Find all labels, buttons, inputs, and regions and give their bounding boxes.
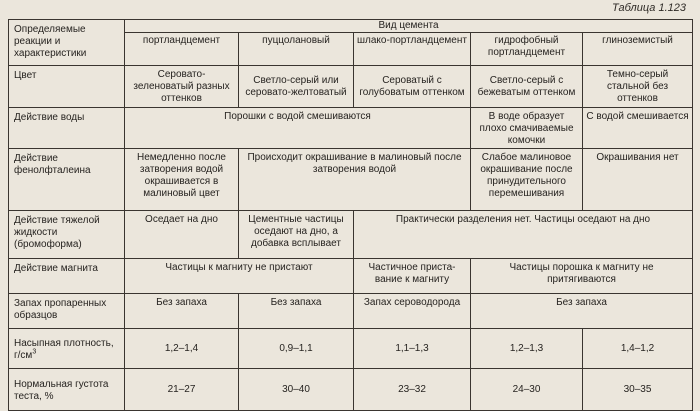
label-density-text: Насыпная плотность, г/см: [14, 337, 114, 361]
cell-density-pozzolanic: 0,9–1,1: [239, 329, 354, 369]
cell-consistency-slag: 23–32: [354, 369, 471, 411]
cell-smell-pozzolanic: Без запаха: [239, 294, 354, 329]
cell-color-pozzolanic: Светло-серый или серовато-желтоватый: [239, 66, 354, 108]
label-density: [9, 329, 125, 369]
label-phenolphthalein: Действие фенолфталеина: [9, 149, 125, 211]
row-color: [9, 66, 693, 108]
row-density: [9, 329, 693, 369]
header-portland: портландцемент: [125, 33, 239, 66]
header-cement-type: Вид цемента: [125, 20, 693, 33]
cell-smell-4-5: Без запаха: [471, 294, 693, 329]
cell-color-slag: Сероватый с голубоватым оттенком: [354, 66, 471, 108]
cell-density-slag: 1,1–1,3: [354, 329, 471, 369]
cell-density-portland: 1,2–1,4: [125, 329, 239, 369]
cell-smell-portland: Без запаха: [125, 294, 239, 329]
row-magnet: [9, 259, 693, 294]
header-pozzolanic: пуццолановый: [239, 33, 354, 66]
cell-heavy-portland: Оседает на дно: [125, 211, 239, 259]
cell-magnet-1-2: Частицы к магниту не пристают: [125, 259, 354, 294]
row-smell: [9, 294, 693, 329]
cell-consistency-hydrophobic: 24–30: [471, 369, 583, 411]
cell-phenol-portland: Немедленно после затворения водой окрашивается в малиновый цвет: [125, 149, 239, 211]
row-water: [9, 108, 693, 149]
cell-color-alumina: Темно-серый стальной без оттенков: [583, 66, 693, 108]
cell-magnet-4-5: Частицы порошка к магниту не притягиваются: [471, 259, 693, 294]
header-row-1: [9, 20, 693, 33]
row-heavy-liquid: [9, 211, 693, 259]
cell-consistency-pozzolanic: 30–40: [239, 369, 354, 411]
header-slag: шлако-портландцемент: [354, 33, 471, 66]
cell-phenol-hydrophobic: Слабое малиновое окрашивание после принудительного перемешивания: [471, 149, 583, 211]
cell-phenol-alumina: Окрашивания нет: [583, 149, 693, 211]
cell-magnet-slag: Частичное приста-вание к магниту: [354, 259, 471, 294]
label-water: Действие воды: [9, 108, 125, 149]
cell-color-hydrophobic: Светло-серый с бежеватым оттенком: [471, 66, 583, 108]
cell-density-alumina: 1,4–1,2: [583, 329, 693, 369]
cell-density-hydrophobic: 1,2–1,3: [471, 329, 583, 369]
cell-water-hydrophobic: В воде образует плохо смачиваемые комочки: [471, 108, 583, 149]
label-heavy-liquid: Действие тяжелой жидкости (бромоформа): [9, 211, 125, 259]
label-smell: Запах пропаренных образцов: [9, 294, 125, 329]
cell-water-1-3: Порошки с водой смешиваются: [125, 108, 471, 149]
cell-consistency-alumina: 30–35: [583, 369, 693, 411]
cell-smell-slag: Запах сероводорода: [354, 294, 471, 329]
cell-heavy-pozzolanic: Цементные частицы оседают на дно, а добавка всплывает: [239, 211, 354, 259]
table-title: Таблица 1.123: [612, 2, 686, 14]
cell-color-portland: Серовато-зеленоватый разных оттенков: [125, 66, 239, 108]
header-property: Определяемые реакции и характеристики: [9, 20, 125, 66]
cement-properties-table: [8, 19, 693, 411]
row-phenolphthalein: [9, 149, 693, 211]
cell-water-alumina: С водой смешивается: [583, 108, 693, 149]
row-consistency: [9, 369, 693, 411]
header-alumina: глиноземистый: [583, 33, 693, 66]
label-consistency: Нормальная густота теста, %: [9, 369, 125, 411]
label-color: Цвет: [9, 66, 125, 108]
label-density-sup: 3: [32, 348, 37, 356]
header-hydrophobic: гидрофобный портландцемент: [471, 33, 583, 66]
cell-phenol-2-3: Происходит окрашивание в малиновый после затворения водой: [239, 149, 471, 211]
cell-heavy-3-5: Практически разделения нет. Частицы оседают на дно: [354, 211, 693, 259]
label-magnet: Действие магнита: [9, 259, 125, 294]
cell-consistency-portland: 21–27: [125, 369, 239, 411]
